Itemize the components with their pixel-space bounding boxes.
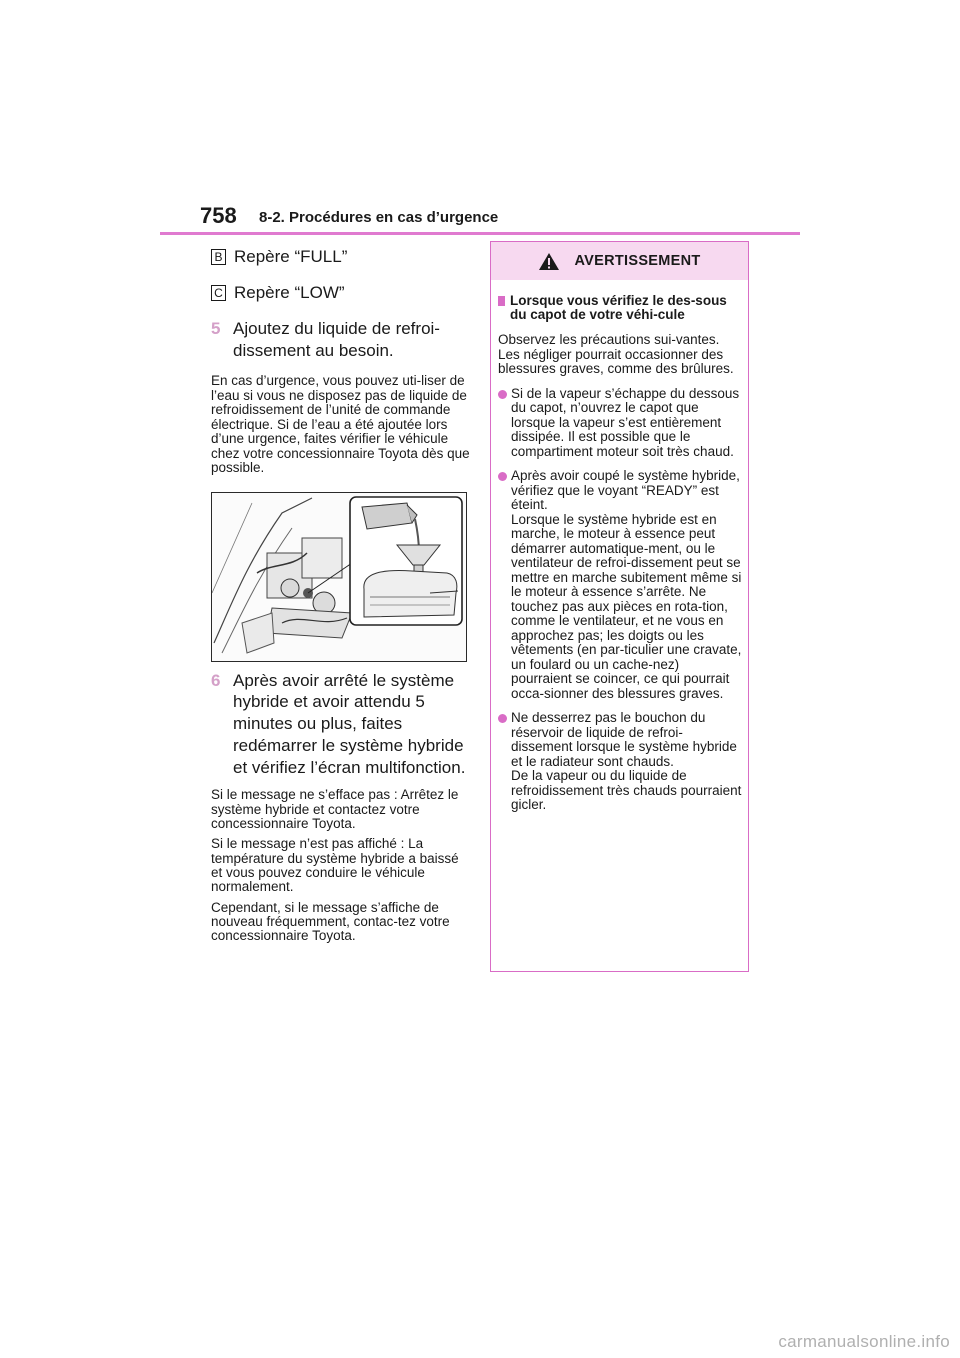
step-number: 6 — [211, 670, 221, 690]
marker-full — [211, 246, 473, 268]
step-text: Après avoir arrêté le système hybride et avoir attendu 5 minutes ou plus, faites redémarrer le système hybride et vérifiez l’écran multifonction. — [233, 670, 466, 777]
warning-box — [490, 241, 749, 972]
emergency-note: En cas d’urgence, vous pouvez uti-liser de l’eau si vous ne disposez pas de liquide de refroidissement de l’unité de commande électrique. Si de l’eau a été ajoutée lors d’une urgence, faites vérifier le véhicule chez votre concessionnaire Toyota dès que possible. — [211, 373, 470, 475]
warning-subtitle-text: Lorsque vous vérifiez le des-sous du capot de votre véhi-cule — [510, 293, 727, 322]
step-text: Ajoutez du liquide de refroi-dissement au besoin. — [233, 319, 440, 360]
bullet-dot-icon — [498, 472, 507, 481]
section-title: 8-2. Procédures en cas d’urgence — [259, 209, 499, 226]
step-number: 5 — [211, 319, 221, 338]
warning-intro: Observez les précautions sui-vantes. Les négliger pourrait occasionner des blessures graves, comme des brûlures. — [498, 332, 734, 376]
note-message-persists: Si le message ne s’efface pas : Arrêtez le système hybride et contactez votre concessionnaire Toyota. — [211, 787, 459, 832]
coolant-refill-illustration — [211, 492, 467, 662]
warning-body — [491, 294, 748, 813]
warning-bullet — [498, 469, 742, 701]
marker-low — [211, 282, 473, 304]
engine-bay-drawing — [212, 493, 466, 661]
bullet-dot-icon — [498, 714, 507, 723]
note-message-recurs: Cependant, si le message s’affiche de nouveau fréquemment, contac-tez votre concessionnaire Toyota. — [211, 899, 450, 944]
warning-bullet-text: Après avoir coupé le système hybride, vérifiez que le voyant “READY” est éteint. Lorsque le système hybride est en marche, le moteur à essence peut démarrer automatique-ment, ou le ventilateur de refroi-dissement peut se mettre en marche subitement même si le moteur à essence s’arrête. Ne touchez pas aux pièces en rota-tion, comme le ventilateur, et ne vous en approchez pas; les doigts ou les vêtements (en par-ticulier une cravate, un foulard ou un cache-nez) pourraient se coincer, ce qui pourrait occa-sionner des blessures graves. — [511, 468, 742, 701]
step-6 — [211, 670, 473, 779]
square-bullet-icon — [498, 296, 505, 306]
left-column — [211, 246, 473, 943]
warning-header — [491, 242, 748, 280]
warning-subtitle — [498, 294, 742, 322]
warning-bullet — [498, 711, 742, 813]
watermark: carmanualsonline.info — [778, 1332, 950, 1351]
marker-label: Repère “FULL” — [234, 247, 348, 266]
step-5 — [211, 318, 473, 362]
warning-triangle-icon — [538, 252, 560, 271]
warning-bullet — [498, 387, 742, 460]
warning-bullet-text: Si de la vapeur s’échappe du dessous du capot, n’ouvrez le capot que lorsque la vapeur s’est entièrement dissipée. Il est possible que le compartiment moteur soit très chaud. — [511, 385, 740, 459]
bullet-dot-icon — [498, 390, 507, 399]
marker-label: Repère “LOW” — [234, 283, 345, 302]
marker-letter: C — [211, 285, 226, 301]
note-message-absent: Si le message n’est pas affiché : La température du système hybride a baissé et vous pouvez conduire le véhicule normalement. — [211, 836, 459, 895]
warning-bullet-text: Ne desserrez pas le bouchon du réservoir de liquide de refroi-dissement lorsque le système hybride et le radiateur sont chauds. De la vapeur ou du liquide de refroidissement très chauds pourraient gicler. — [511, 710, 742, 812]
warning-title: AVERTISSEMENT — [574, 253, 701, 269]
page-number: 758 — [200, 203, 237, 228]
header-divider — [160, 232, 800, 235]
marker-letter: B — [211, 249, 226, 265]
